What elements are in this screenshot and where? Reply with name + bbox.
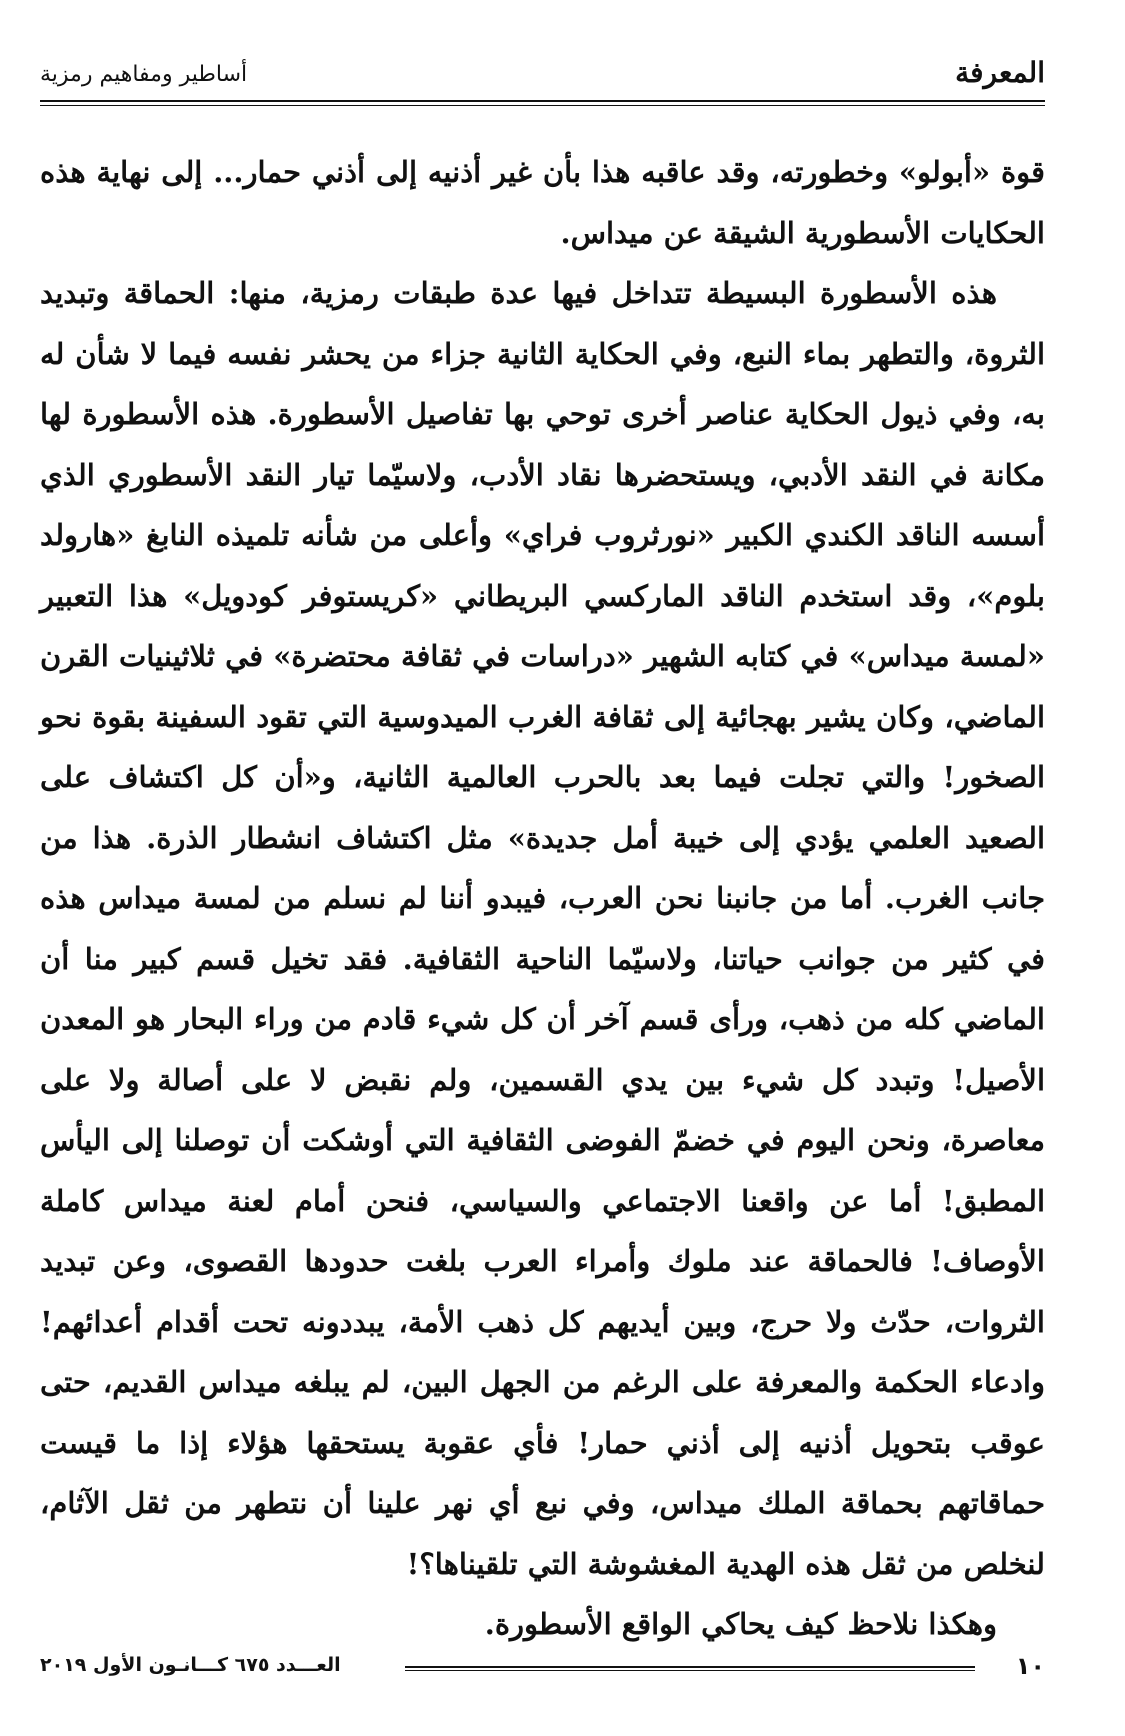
paragraph-2: هذه الأسطورة البسيطة تتداخل فيها عدة طبقات رمزية، منها: الحماقة وتبديد الثروة، والتطهر بماء النبع، وفي الحكاية الثانية جزاء من يحشر نفسه فيما لا شأن له به، وفي ذيول الحكاية عناصر أخرى توحي بها تفاصيل الأسطورة. هذه الأسطورة لها مكانة في النقد الأدبي، ويستحضرها نقاد الأدب، ولاسيّما تيار النقد الأسطوري الذي أسسه الناقد الكندي الكبير «نورثروب فراي» وأعلى من شأنه تلميذه النابغ «هارولد بلوم»، وقد استخدم الناقد الماركسي البريطاني «كريستوفر كودويل» هذا التعبير «لمسة ميداس» في كتابه الشهير «دراسات في ثقافة محتضرة» في ثلاثينيات القرن الماضي، وكان يشير بهجائية إلى ثقافة الغرب الميدوسية التي تقود السفينة بقوة نحو الصخور! والتي تجلت فيما بعد بالحرب العالمية الثانية، و«أن كل اكتشاف على الصعيد العلمي يؤدي إلى خيبة أمل جديدة» مثل اكتشاف انشطار الذرة. هذا من جانب الغرب. أما من جانبنا نحن العرب، فيبدو أننا لم نسلم من لمسة ميداس هذه في كثير من جوانب حياتنا، ولاسيّما الناحية الثقافية. فقد تخيل قسم كبير منا أن الماضي كله من ذهب، ورأى قسم آخر أن كل شيء قادم من وراء البحار هو المعدن الأصيل! وتبدد كل شيء بين يدي القسمين، ولم نقبض لا على أصالة ولا على معاصرة، ونحن اليوم في خضمّ الفوضى الثقافية التي أوشكت أن توصلنا إلى اليأس المطبق! أما عن واقعنا الاجتماعي والسياسي، فنحن أمام لعنة ميداس كاملة الأوصاف! فالحماقة عند ملوك وأمراء العرب بلغت حدودها القصوى، وعن تبديد الثروات، حدّث ولا حرج، وبين أيديهم كل ذهب الأمة، يبددونه تحت أقدام أعدائهم! وادعاء الحكمة والمعرفة على الرغم من الجهل البين، لم يبلغه ميداس القديم، حتى عوقب بتحويل أذنيه إلى أذني حمار! فأي عقوبة يستحقها هؤلاء إذا ما قيست حماقاتهم بحماقة الملك ميداس، وفي نبع أي نهر علينا أن نتطهر من ثقل الآثام، لنخلص من ثقل هذه الهدية المغشوشة التي تلقيناها؟!	[40, 276, 1045, 1581]
section-title: أساطير ومفاهيم رمزية	[40, 62, 248, 87]
footer-divider	[405, 1666, 975, 1671]
issue-label: العـــدد ٦٧٥ كـــانـون الأول ٢٠١٩	[40, 1654, 341, 1676]
running-header	[40, 52, 1045, 102]
paragraph-3: وهكذا نلاحظ كيف يحاكي الواقع الأسطورة.	[484, 1607, 997, 1641]
journal-name: المعرفة	[955, 56, 1045, 89]
article-body	[40, 142, 1045, 1641]
header-divider	[40, 100, 1045, 106]
running-footer	[40, 1652, 1045, 1688]
paragraph-1: قوة «أبولو» وخطورته، وقد عاقبه هذا بأن غير أذنيه إلى أذني حمار... إلى نهاية هذه الحكايات الأسطورية الشيقة عن ميداس.	[40, 155, 1045, 250]
page-number: ١٠	[1015, 1652, 1045, 1680]
